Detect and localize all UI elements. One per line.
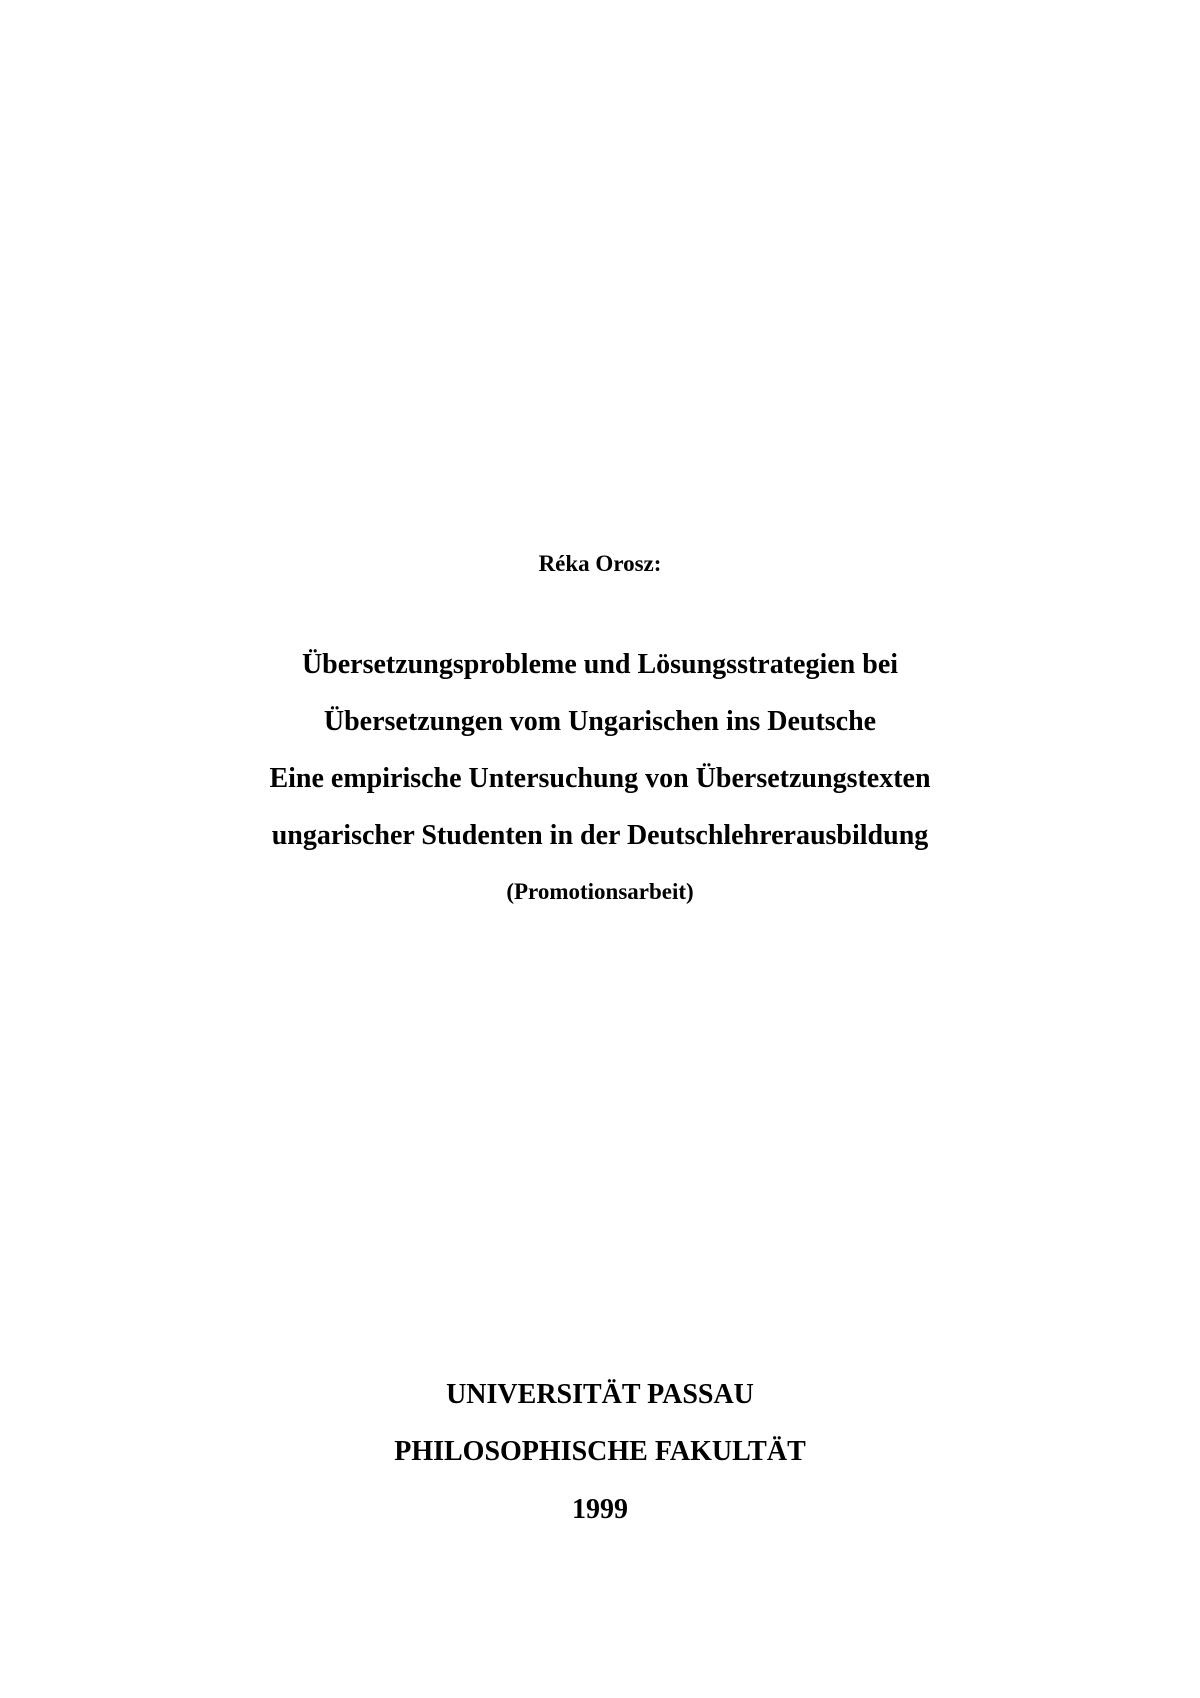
university-name: UNIVERSITÄT PASSAU — [446, 1379, 754, 1410]
document-type: (Promotionsarbeit) — [506, 879, 694, 904]
title-line-4: ungarischer Studenten in der Deutschlehrerausbildung — [271, 820, 929, 851]
author-name: Réka Orosz: — [538, 551, 662, 576]
publication-year: 1999 — [572, 1494, 628, 1525]
faculty-name: PHILOSOPHISCHE FAKULTÄT — [394, 1436, 806, 1467]
title-line-1: Übersetzungsprobleme und Lösungsstrategien bei — [301, 649, 899, 680]
title-line-3: Eine empirische Untersuchung von Übersetzungstexten — [269, 763, 931, 794]
title-line-2: Übersetzungen vom Ungarischen ins Deutsche — [323, 706, 877, 737]
